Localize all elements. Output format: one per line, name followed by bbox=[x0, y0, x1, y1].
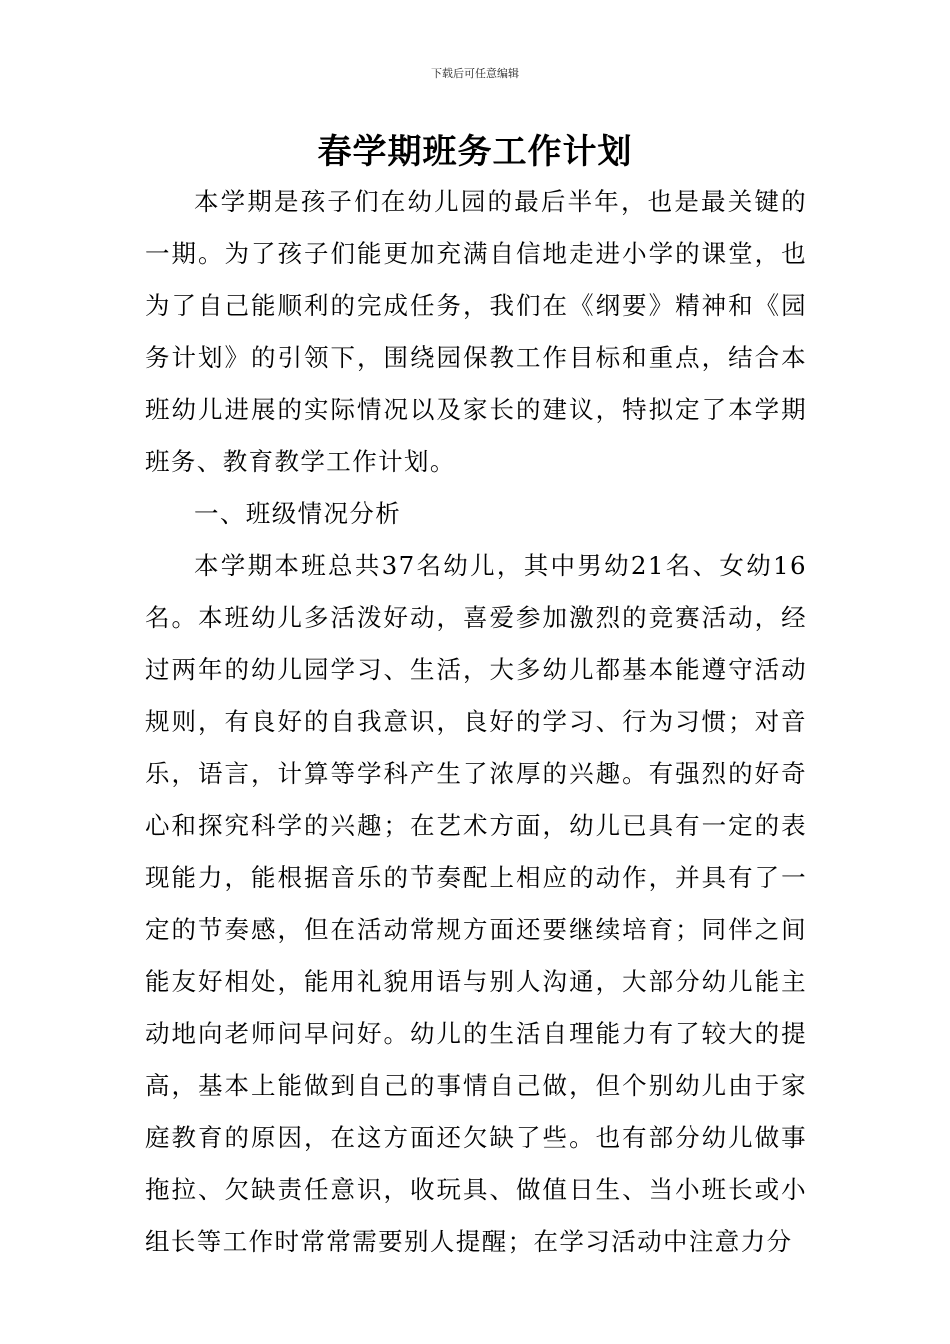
document-title: 春学期班务工作计划 bbox=[317, 132, 633, 172]
section-heading-class-analysis: 一、班级情况分析 bbox=[194, 499, 402, 528]
header-note: 下载后可任意编辑 bbox=[431, 67, 519, 80]
paragraph-class-analysis: 本学期本班总共37名幼儿，其中男幼21名、女幼16名。本班幼儿多活泼好动，喜爱参加激烈的竞赛活动，经过两年的幼儿园学习、生活，大多幼儿都基本能遵守活动规则，有良好的自我意识，良好的学习、行为习惯；对音乐，语言，计算等学科产生了浓厚的兴趣。有强烈的好奇心和探究科学的兴趣；在艺术方面，幼儿已具有一定的表现能力，能根据音乐的节奏配上相应的动作，并具有了一定的节奏感，但在活动常规方面还要继续培育；同伴之间能友好相处，能用礼貌用语与别人沟通，大部分幼儿能主动地向老师问早问好。幼儿的生活自理能力有了较大的提高，基本上能做到自己的事情自己做，但个别幼儿由于家庭教育的原因，在这方面还欠缺了些。也有部分幼儿做事拖拉、欠缺责任意识，收玩具、做值日生、当小班长或小组长等工作时常常需要别人提醒；在学习活动中注意力分 bbox=[145, 551, 807, 1256]
document-body bbox=[145, 176, 807, 1268]
paragraph-intro: 本学期是孩子们在幼儿园的最后半年，也是最关键的一期。为了孩子们能更加充满自信地走进小学的课堂，也为了自己能顺利的完成任务，我们在《纲要》精神和《园务计划》的引领下，围绕园保教工作目标和重点，结合本班幼儿进展的实际情况以及家长的建议，特拟定了本学期班务、教育教学工作计划。 bbox=[145, 187, 807, 476]
